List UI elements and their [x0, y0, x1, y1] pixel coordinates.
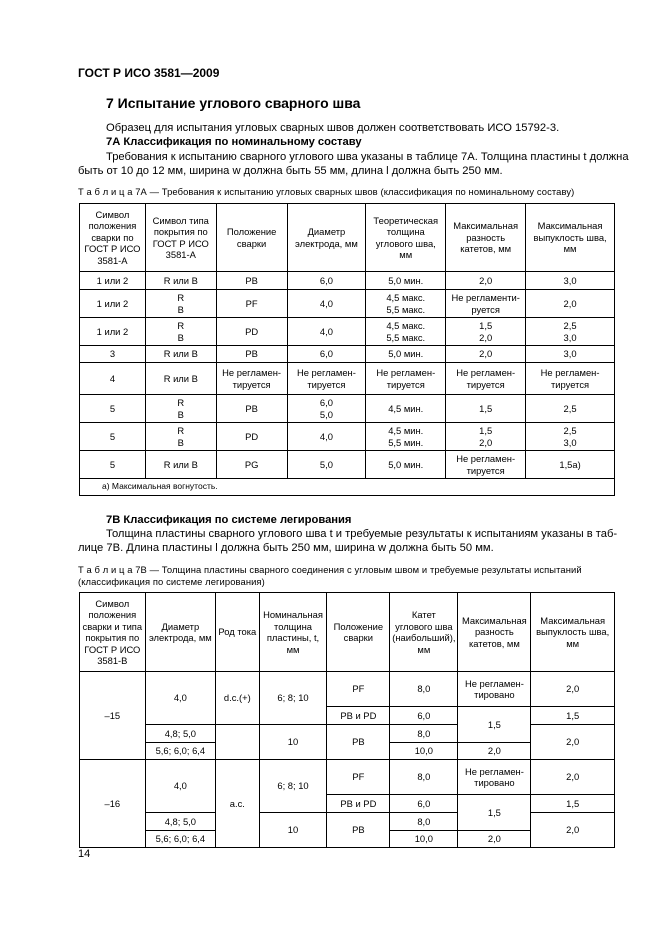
table-7a-cell: 3,0	[526, 272, 615, 290]
table-7b-leg: 10,0	[390, 743, 458, 760]
table-7b-current: d.c.(+)	[216, 672, 259, 725]
table-7b-thickness: 6; 8; 10	[259, 760, 327, 813]
table-7a-cell: R B	[145, 395, 216, 423]
table-7a-cell: Не регламен- тируется	[446, 363, 526, 395]
table-7a-cell: 2,5	[526, 395, 615, 423]
table-7b-diameter: 5,6; 6,0; 6,4	[145, 831, 215, 848]
table-7a-cell: 5	[80, 395, 146, 423]
table-7b-diff: 1,5	[458, 707, 531, 743]
table-7b-symbol: –16	[80, 760, 146, 848]
table-7b-convexity: 2,0	[531, 760, 615, 795]
table-7a-cell: 1 или 2	[80, 272, 146, 290]
table-7a-row	[80, 423, 615, 451]
table-7a-cell: 4,0	[287, 423, 366, 451]
table-7b-position: PB	[327, 813, 390, 848]
table-7a-row	[80, 272, 615, 290]
table-7b-row	[80, 813, 615, 831]
table-7b-leg: 8,0	[390, 813, 458, 831]
table-7a-row	[80, 318, 615, 346]
table-7b-row	[80, 725, 615, 743]
table-7b-diameter: 5,6; 6,0; 6,4	[145, 743, 215, 760]
table-7a-cell: 2,0	[446, 346, 526, 363]
table-7a-header: Положение сварки	[216, 204, 287, 272]
table-7b-diameter: 4,0	[145, 760, 215, 813]
table-7a-caption: Т а б л и ц а 7А — Требования к испытанию угловых сварных швов (классификация по номинальному составу)	[78, 186, 575, 197]
table-7a-cell: 5,0	[287, 451, 366, 479]
table-7a-cell: 2,5 3,0	[526, 318, 615, 346]
subsection-a-text-2: быть от 10 до 12 мм, ширина w должна быть 55 мм, длина l должна быть 250 мм.	[78, 165, 503, 177]
table-7b-caption-1: Т а б л и ц а 7В — Толщина пластины сварного соединения с угловым швом и требуемые результаты испытаний	[78, 564, 582, 575]
table-7b-thickness: 10	[259, 725, 327, 760]
table-7b-convexity: 2,0	[531, 672, 615, 707]
table-7a-cell: Не регламен- тируется	[366, 363, 446, 395]
table-7a-cell: 3	[80, 346, 146, 363]
table-7b-diff: 1,5	[458, 795, 531, 831]
table-7a-cell: 6,0	[287, 272, 366, 290]
table-7a-cell: 4,0	[287, 290, 366, 318]
table-7a-header-row	[80, 204, 615, 272]
table-7a-cell: 5,0 мин.	[366, 346, 446, 363]
table-7b-diameter: 4,8; 5,0	[145, 813, 215, 831]
table-7a-cell: 5	[80, 451, 146, 479]
table-7a-cell: R или B	[145, 272, 216, 290]
table-7b-header: Диаметр электрода, мм	[145, 593, 215, 672]
section-title: 7 Испытание углового сварного шва	[106, 95, 361, 111]
table-7b-leg: 10,0	[390, 831, 458, 848]
table-7a-cell: 4	[80, 363, 146, 395]
table-7a-cell: 6,0 5,0	[287, 395, 366, 423]
table-7a-row	[80, 346, 615, 363]
table-7a-cell: Не регламен- тируется	[526, 363, 615, 395]
page-number: 14	[78, 848, 91, 860]
table-7b-convexity: 2,0	[531, 725, 615, 760]
table-7a-cell: Не регламен- тируется	[446, 451, 526, 479]
table-7a-footnote: a) Максимальная вогнутость.	[80, 479, 615, 496]
table-7b-leg: 8,0	[390, 760, 458, 795]
table-7a-cell: PF	[216, 290, 287, 318]
table-7a-cell: 4,0	[287, 318, 366, 346]
table-7a-cell: 5	[80, 423, 146, 451]
table-7a-cell: 2,0	[446, 272, 526, 290]
table-7a-cell: 1,5	[446, 395, 526, 423]
table-7a-cell: 2,0	[526, 290, 615, 318]
table-7b-position: PB	[327, 725, 390, 760]
table-7a-cell: R или B	[145, 451, 216, 479]
table-7b-header: Номинальная толщина пластины, t, мм	[259, 593, 327, 672]
table-7a-cell: Не регламен- тируется	[287, 363, 366, 395]
table-7b-thickness: 6; 8; 10	[259, 672, 327, 725]
table-7a-header: Максимальная выпуклость шва, мм	[526, 204, 615, 272]
table-7a-cell: PD	[216, 318, 287, 346]
table-7b-diff: 2,0	[458, 743, 531, 760]
table-7a-cell: 5,0 мин.	[366, 272, 446, 290]
table-7a-cell: 1,5 2,0	[446, 423, 526, 451]
table-7a-cell: 1,5 2,0	[446, 318, 526, 346]
table-7a-cell: R или B	[145, 346, 216, 363]
table-7b-thickness: 10	[259, 813, 327, 848]
table-7b-diff: Не регламен- тировано	[458, 760, 531, 795]
table-7b-current: a.c.	[216, 760, 259, 848]
table-7b-leg: 6,0	[390, 795, 458, 813]
table-7b-header: Положение сварки	[327, 593, 390, 672]
table-7b-caption-2: (классификация по системе легирования)	[78, 576, 265, 587]
table-7a-cell: 4,5 макс. 5,5 макс.	[366, 290, 446, 318]
table-7b	[79, 592, 615, 848]
table-7b-leg: 8,0	[390, 725, 458, 743]
table-7a-cell: R или B	[145, 363, 216, 395]
table-7b-diff: 2,0	[458, 831, 531, 848]
table-7a-row	[80, 395, 615, 423]
table-7b-diameter: 4,8; 5,0	[145, 725, 215, 743]
table-7a-cell: PG	[216, 451, 287, 479]
table-7a-header: Символ положения сварки по ГОСТ Р ИСО 3581-А	[80, 204, 146, 272]
table-7a-cell: 2,5 3,0	[526, 423, 615, 451]
table-7a-cell: R B	[145, 318, 216, 346]
table-7b-header: Символ положения сварки и типа покрытия по ГОСТ Р ИСО 3581-В	[80, 593, 146, 672]
table-7b-diameter: 4,0	[145, 672, 215, 725]
table-7b-convexity: 2,0	[531, 813, 615, 848]
table-7a-header: Диаметр электрода, мм	[287, 204, 366, 272]
table-7a-cell: 1 или 2	[80, 290, 146, 318]
table-7a-header: Максимальная разность катетов, мм	[446, 204, 526, 272]
subsection-b-text-2: лице 7В. Длина пластины l должна быть 250 мм, ширина w должна быть 50 мм.	[78, 542, 494, 554]
table-7a-cell: PB	[216, 272, 287, 290]
table-7b-header: Максимальная выпуклость шва, мм	[531, 593, 615, 672]
table-7b-header-row	[80, 593, 615, 672]
table-7b-convexity: 1,5	[531, 707, 615, 725]
table-7a-cell: PB	[216, 346, 287, 363]
table-7a-cell: PD	[216, 423, 287, 451]
table-7b-row	[80, 672, 615, 693]
table-7a-cell: 5,0 мин.	[366, 451, 446, 479]
table-7a-cell: PB	[216, 395, 287, 423]
table-7b-convexity: 1,5	[531, 795, 615, 813]
subsection-b-text-1: Толщина пластины сварного углового шва t и требуемые результаты к испытаниям указаны в таб-	[106, 528, 618, 540]
subsection-a-text-1: Требования к испытанию сварного углового шва указаны в таблице 7А. Толщина пластины t должна	[106, 151, 629, 163]
table-7b-row	[80, 760, 615, 781]
table-7b-leg: 8,0	[390, 672, 458, 707]
section-intro: Образец для испытания угловых сварных швов должен соответствовать ИСО 15792-3.	[106, 122, 560, 134]
table-7a-cell: 4,5 мин. 5,5 мин.	[366, 423, 446, 451]
table-7a-header: Теоретическая толщина углового шва, мм	[366, 204, 446, 272]
table-7a-cell: 6,0	[287, 346, 366, 363]
table-7a-cell: 1 или 2	[80, 318, 146, 346]
table-7a-cell: 1,5a)	[526, 451, 615, 479]
table-7b-position: PF	[327, 760, 390, 795]
table-7b-leg: 6,0	[390, 707, 458, 725]
table-7a-cell: R B	[145, 290, 216, 318]
table-7b-header: Род тока	[216, 593, 259, 672]
table-7a	[79, 203, 615, 496]
table-7a-row	[80, 451, 615, 479]
subsection-b-title: 7В Классификация по системе легирования	[106, 514, 352, 526]
table-7a-row	[80, 363, 615, 395]
table-7a-cell: 3,0	[526, 346, 615, 363]
table-7b-current-empty	[216, 725, 259, 760]
table-7b-position: PB и PD	[327, 707, 390, 725]
document-header: ГОСТ Р ИСО 3581—2009	[78, 66, 220, 80]
table-7a-row	[80, 290, 615, 318]
table-7b-position: PF	[327, 672, 390, 707]
table-7a-cell: 4,5 макс. 5,5 макс.	[366, 318, 446, 346]
table-7a-header: Символ типа покрытия по ГОСТ Р ИСО 3581-А	[145, 204, 216, 272]
subsection-a-title: 7А Классификация по номинальному составу	[106, 136, 362, 148]
table-7b-diff: Не регламен- тировано	[458, 672, 531, 707]
table-7b-header: Катет углового шва (наибольший), мм	[390, 593, 458, 672]
table-7b-position: PB и PD	[327, 795, 390, 813]
table-7b-symbol: –15	[80, 672, 146, 760]
table-7a-cell: R B	[145, 423, 216, 451]
table-7b-header: Максимальная разность катетов, мм	[458, 593, 531, 672]
table-7a-cell: Не регламенти- руется	[446, 290, 526, 318]
table-7a-cell: Не регламен- тируется	[216, 363, 287, 395]
table-7a-cell: 4,5 мин.	[366, 395, 446, 423]
